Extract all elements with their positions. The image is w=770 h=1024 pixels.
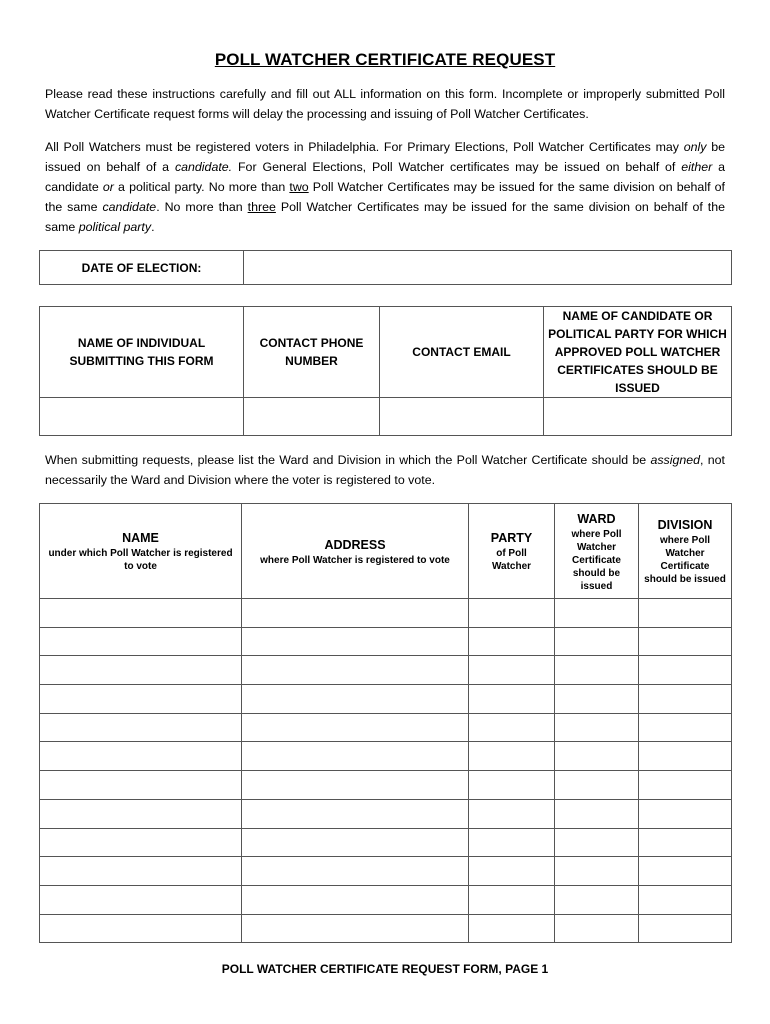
address-column-header <box>242 504 469 599</box>
rules-text: For General Elections, Poll Watcher certificates may be issued on behalf of <box>232 160 682 174</box>
ward-cell <box>555 857 639 886</box>
address-field[interactable] <box>242 633 468 651</box>
division-field[interactable] <box>639 661 731 679</box>
division-field[interactable] <box>639 862 731 880</box>
table-row <box>40 713 732 742</box>
table-row <box>40 627 732 656</box>
address-field[interactable] <box>242 661 468 679</box>
poll-watcher-rows <box>40 599 732 943</box>
assignment-note <box>45 450 725 490</box>
party-cell <box>469 656 555 685</box>
division-field[interactable] <box>639 633 731 651</box>
poll-watcher-table <box>39 503 732 943</box>
submitter-name-cell <box>40 398 244 436</box>
rules-emphasis: or <box>102 180 114 194</box>
rules-text: be issued on behalf of a <box>45 140 725 174</box>
contact-email-field[interactable] <box>380 408 543 426</box>
table-row <box>40 885 732 914</box>
table-row <box>40 828 732 857</box>
division-cell <box>639 771 732 800</box>
division-column-header <box>639 504 732 599</box>
division-field[interactable] <box>639 719 731 737</box>
contact-phone-header: CONTACT PHONE NUMBER <box>244 307 380 398</box>
party-cell <box>469 828 555 857</box>
rules-text: Poll Watcher Certificates may be issued for the same division on behalf of the same <box>45 180 725 214</box>
assignment-note-emphasis: assigned <box>650 453 701 467</box>
ward-field[interactable] <box>555 747 638 765</box>
address-field[interactable] <box>242 891 468 909</box>
party-field[interactable] <box>469 805 554 823</box>
name-field[interactable] <box>40 805 241 823</box>
rules-emphasis: either <box>681 160 713 174</box>
ward-cell <box>555 599 639 628</box>
contact-phone-field[interactable] <box>244 408 379 426</box>
party-cell <box>469 599 555 628</box>
rules-emphasis: candidate <box>102 200 157 214</box>
rules-emphasis: only <box>683 140 707 154</box>
division-field[interactable] <box>639 805 731 823</box>
address-cell <box>242 713 469 742</box>
party-cell <box>469 885 555 914</box>
address-field[interactable] <box>242 604 468 622</box>
party-field[interactable] <box>469 776 554 794</box>
address-cell <box>242 857 469 886</box>
ward-cell <box>555 627 639 656</box>
name-cell <box>40 914 242 943</box>
contact-email-header: CONTACT EMAIL <box>380 307 544 398</box>
party-field[interactable] <box>469 661 554 679</box>
name-field[interactable] <box>40 862 241 880</box>
ward-cell <box>555 656 639 685</box>
ward-cell <box>555 685 639 714</box>
name-cell <box>40 742 242 771</box>
party-field[interactable] <box>469 833 554 851</box>
name-field[interactable] <box>40 747 241 765</box>
assignment-note-text: , not necessarily the Ward and Division where the voter is registered to vote. <box>45 453 725 487</box>
name-cell <box>40 627 242 656</box>
ward-field[interactable] <box>555 833 638 851</box>
name-cell <box>40 713 242 742</box>
assignment-note-text: When submitting requests, please list the Ward and Division in which the Poll Watcher Certificate should be <box>45 453 651 467</box>
poll-watcher-header-row <box>40 504 732 599</box>
party-cell <box>469 713 555 742</box>
ward-field[interactable] <box>555 661 638 679</box>
address-cell <box>242 914 469 943</box>
ward-cell <box>555 799 639 828</box>
table-row <box>40 742 732 771</box>
ward-column-header <box>555 504 639 599</box>
party-cell <box>469 627 555 656</box>
rules-emphasis: candidate. <box>174 160 233 174</box>
rules-text: Poll Watcher Certificates may be issued for the same division on behalf of the same <box>45 200 725 234</box>
division-cell <box>639 627 732 656</box>
submitter-name-header: NAME OF INDIVIDUAL SUBMITTING THIS FORM <box>40 307 244 398</box>
name-field[interactable] <box>40 719 241 737</box>
column-subtitle: under which Poll Watcher is registered to vote <box>48 548 233 572</box>
division-field[interactable] <box>639 604 731 622</box>
party-cell <box>469 771 555 800</box>
table-row <box>40 914 732 943</box>
address-field[interactable] <box>242 776 468 794</box>
division-field[interactable] <box>639 891 731 909</box>
ward-cell <box>555 914 639 943</box>
party-field[interactable] <box>469 919 554 937</box>
division-cell <box>639 828 732 857</box>
ward-field[interactable] <box>555 633 638 651</box>
name-field[interactable] <box>40 833 241 851</box>
address-cell <box>242 742 469 771</box>
division-cell <box>639 656 732 685</box>
column-title: WARD <box>577 511 616 526</box>
table-row <box>40 656 732 685</box>
name-field[interactable] <box>40 661 241 679</box>
column-title: DIVISION <box>657 518 713 532</box>
ward-cell <box>555 828 639 857</box>
ward-field[interactable] <box>555 690 638 708</box>
address-cell <box>242 656 469 685</box>
rules-text: . No more than <box>156 200 248 214</box>
division-field[interactable] <box>639 747 731 765</box>
column-subtitle: of Poll Watcher <box>491 548 532 572</box>
name-column-header <box>40 504 242 599</box>
address-cell <box>242 685 469 714</box>
column-subtitle: where Poll Watcher Certificate should be issued <box>644 535 726 585</box>
party-field[interactable] <box>469 891 554 909</box>
party-field[interactable] <box>469 604 554 622</box>
name-cell <box>40 885 242 914</box>
party-cell <box>469 857 555 886</box>
ward-cell <box>555 885 639 914</box>
submitter-name-field[interactable] <box>40 408 243 426</box>
party-field[interactable] <box>469 747 554 765</box>
address-field[interactable] <box>242 919 468 937</box>
division-cell <box>639 713 732 742</box>
ward-field[interactable] <box>555 604 638 622</box>
name-cell <box>40 599 242 628</box>
division-field[interactable] <box>639 919 731 937</box>
intro-paragraph: Please read these instructions carefully and fill out ALL information on this form. Incomplete or improperly submitted Poll Watcher Certificate request forms will delay the processing and issuing of Poll Watcher Certificates. <box>45 87 725 121</box>
party-field[interactable] <box>469 690 554 708</box>
address-cell <box>242 799 469 828</box>
candidate-party-field[interactable] <box>544 408 731 426</box>
candidate-party-header: NAME OF CANDIDATE OR POLITICAL PARTY FOR WHICH APPROVED POLL WATCHER CERTIFICATES SHOULD BE ISSUED <box>544 307 732 398</box>
election-date-cell <box>244 251 732 285</box>
address-cell <box>242 885 469 914</box>
address-field[interactable] <box>242 690 468 708</box>
name-cell <box>40 828 242 857</box>
division-cell <box>639 914 732 943</box>
address-field[interactable] <box>242 862 468 880</box>
division-field[interactable] <box>639 690 731 708</box>
rules-paragraph <box>45 137 725 237</box>
party-cell <box>469 799 555 828</box>
name-cell <box>40 857 242 886</box>
name-field[interactable] <box>40 919 241 937</box>
table-row <box>40 857 732 886</box>
contact-email-cell <box>380 398 544 436</box>
address-field[interactable] <box>242 719 468 737</box>
division-cell <box>639 742 732 771</box>
party-cell <box>469 914 555 943</box>
name-field[interactable] <box>40 891 241 909</box>
election-date-field[interactable] <box>244 259 731 277</box>
division-cell <box>639 685 732 714</box>
name-cell <box>40 685 242 714</box>
name-cell <box>40 771 242 800</box>
rules-emphasis: political party <box>78 220 152 234</box>
party-cell <box>469 742 555 771</box>
party-field[interactable] <box>469 862 554 880</box>
ward-cell <box>555 771 639 800</box>
name-field[interactable] <box>40 604 241 622</box>
name-field[interactable] <box>40 776 241 794</box>
address-field[interactable] <box>242 805 468 823</box>
ward-cell <box>555 713 639 742</box>
column-subtitle: where Poll Watcher is registered to vote <box>260 554 450 566</box>
form-title: POLL WATCHER CERTIFICATE REQUEST <box>214 50 556 69</box>
table-row <box>40 685 732 714</box>
rules-underline: two <box>289 180 309 194</box>
address-cell <box>242 627 469 656</box>
column-title: ADDRESS <box>324 537 386 552</box>
party-column-header <box>469 504 555 599</box>
rules-text: a candidate <box>45 160 726 194</box>
ward-cell <box>555 742 639 771</box>
party-field[interactable] <box>469 719 554 737</box>
party-cell <box>469 685 555 714</box>
rules-text: All Poll Watchers must be registered voters in Philadelphia. For Primary Elections, Poll Watcher Certificates may <box>45 140 684 154</box>
election-date-table <box>39 250 732 285</box>
division-cell <box>639 885 732 914</box>
table-row <box>40 771 732 800</box>
division-cell <box>639 599 732 628</box>
address-field[interactable] <box>242 747 468 765</box>
address-field[interactable] <box>242 833 468 851</box>
address-cell <box>242 828 469 857</box>
ward-field[interactable] <box>555 891 638 909</box>
column-title: PARTY <box>490 531 533 545</box>
name-field[interactable] <box>40 690 241 708</box>
division-cell <box>639 857 732 886</box>
name-cell <box>40 656 242 685</box>
rules-text: . <box>151 220 155 234</box>
column-title: NAME <box>122 531 159 545</box>
submitter-table <box>39 306 732 436</box>
ward-field[interactable] <box>555 719 638 737</box>
table-row <box>40 599 732 628</box>
election-date-label: DATE OF ELECTION: <box>40 251 244 285</box>
division-field[interactable] <box>639 833 731 851</box>
candidate-party-cell <box>544 398 732 436</box>
name-field[interactable] <box>40 633 241 651</box>
column-subtitle: where Poll Watcher Certificate should be issued <box>571 528 622 592</box>
ward-field[interactable] <box>555 862 638 880</box>
address-cell <box>242 599 469 628</box>
name-cell <box>40 799 242 828</box>
rules-text: a political party. No more than <box>113 180 290 194</box>
division-cell <box>639 799 732 828</box>
party-field[interactable] <box>469 633 554 651</box>
page-footer: POLL WATCHER CERTIFICATE REQUEST FORM, PAGE 1 <box>221 962 549 976</box>
table-row <box>40 799 732 828</box>
ward-field[interactable] <box>555 776 638 794</box>
ward-field[interactable] <box>555 919 638 937</box>
division-field[interactable] <box>639 776 731 794</box>
ward-field[interactable] <box>555 805 638 823</box>
contact-phone-cell <box>244 398 380 436</box>
rules-underline: three <box>247 200 276 214</box>
address-cell <box>242 771 469 800</box>
